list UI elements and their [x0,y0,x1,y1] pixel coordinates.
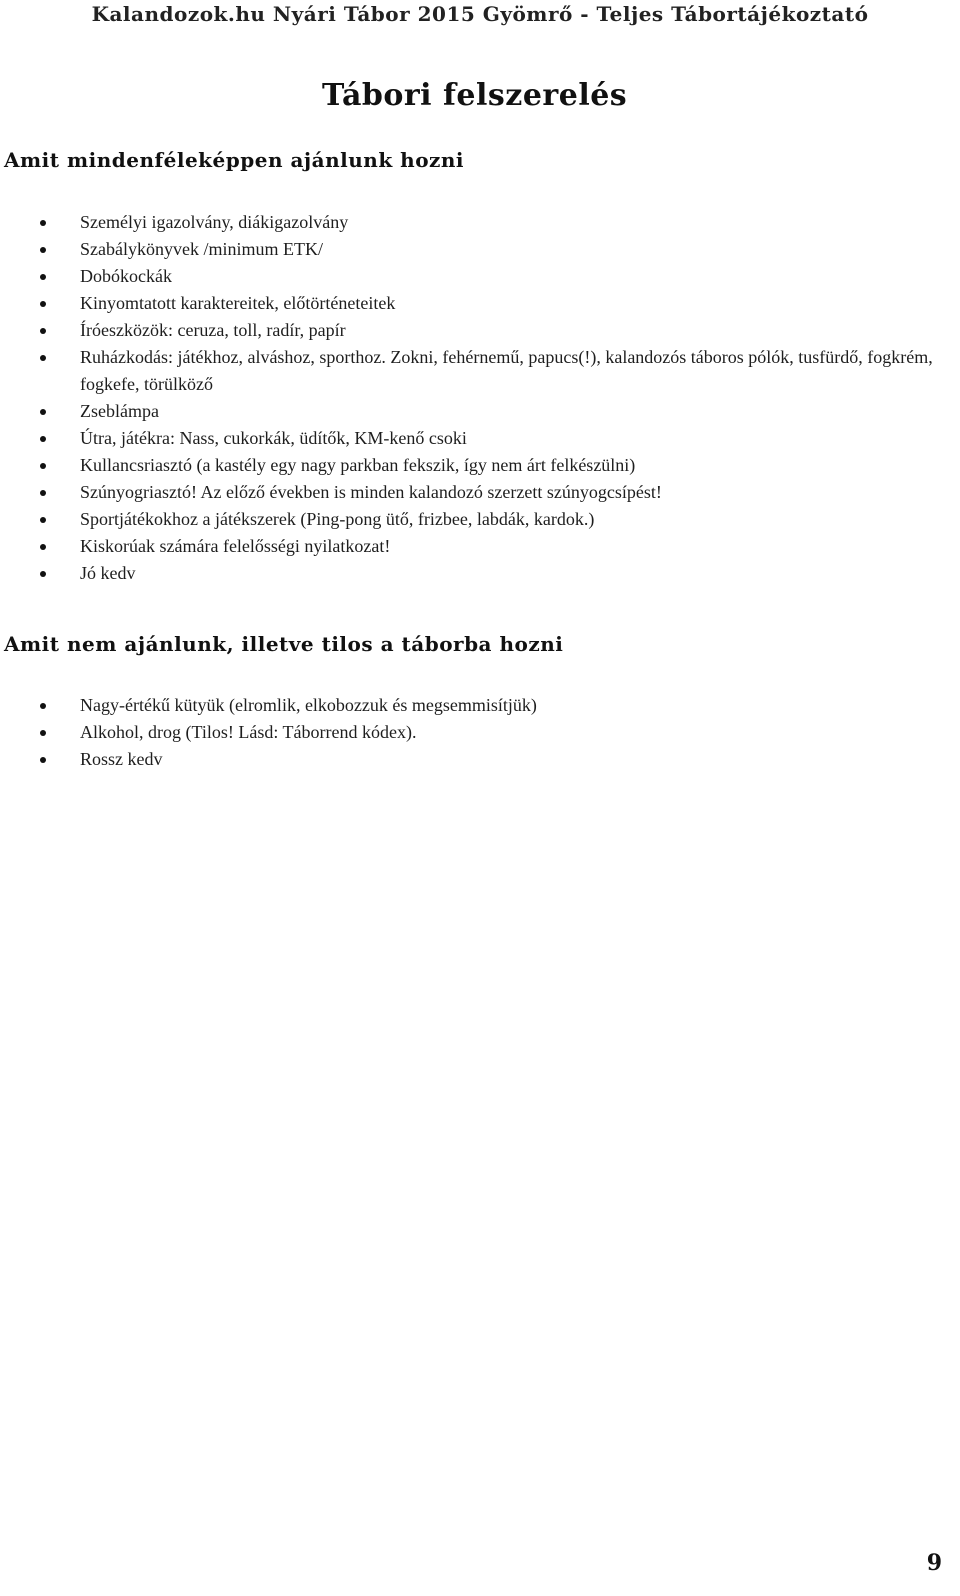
bullet-icon [40,274,46,280]
list-item-text: Rossz kedv [80,749,163,769]
list-item-text: Útra, játékra: Nass, cukorkák, üdítők, KM-kenő csoki [80,428,467,448]
list-item [0,719,960,746]
bullet-icon [40,544,46,550]
list-item [0,344,960,398]
list-item [0,452,960,479]
list-item-text: Ruházkodás: játékhoz, alváshoz, sporthoz. Zokni, fehérnemű, papucs(!), kalandozós táboros pólók, tusfürdő, fogkrém, fogkefe, törülköző [80,347,933,394]
list-item-text: Szúnyogriasztó! Az előző években is minden kalandozó szerzett szúnyogcsípést! [80,482,662,502]
bullet-icon [40,517,46,523]
list-item [0,425,960,452]
list-item-text: Szabálykönyvek /minimum ETK/ [80,239,323,259]
list-item [0,746,960,773]
page-number: 9 [926,1550,942,1576]
recommended-items-list [0,209,960,587]
forbidden-items-list [0,692,960,773]
list-item [0,692,960,719]
bullet-icon [40,355,46,361]
bullet-icon [40,571,46,577]
bullet-icon [40,301,46,307]
list-item-text: Sportjátékokhoz a játékszerek (Ping-pong ütő, frizbee, labdák, kardok.) [80,509,595,529]
list-item-text: Jó kedv [80,563,136,583]
page-title: Tábori felszerelés [322,78,628,113]
bullet-icon [40,463,46,469]
bullet-icon [40,703,46,709]
bullet-icon [40,490,46,496]
bullet-icon [40,436,46,442]
section-heading-forbidden: Amit nem ajánlunk, illetve tilos a táborba hozni [4,632,564,656]
list-item-text: Alkohol, drog (Tilos! Lásd: Táborrend kódex). [80,722,417,742]
list-item [0,209,960,236]
list-item-text: Nagy-értékű kütyük (elromlik, elkobozzuk és megsemmisítjük) [80,695,537,715]
list-item-text: Kinyomtatott karaktereitek, előtörténeteitek [80,293,396,313]
bullet-icon [40,730,46,736]
list-item [0,236,960,263]
running-header: Kalandozok.hu Nyári Tábor 2015 Gyömrő - Teljes Tábortájékoztató [91,2,869,26]
section-heading-recommended: Amit mindenféleképpen ajánlunk hozni [4,148,465,172]
bullet-icon [40,757,46,763]
list-item-text: Dobókockák [80,266,172,286]
bullet-icon [40,247,46,253]
list-item-text: Személyi igazolvány, diákigazolvány [80,212,349,232]
list-item-text: Kiskorúak számára felelősségi nyilatkozat! [80,536,391,556]
bullet-icon [40,409,46,415]
bullet-icon [40,328,46,334]
list-item [0,398,960,425]
list-item-text: Zseblámpa [80,401,159,421]
list-item [0,317,960,344]
list-item [0,290,960,317]
list-item [0,560,960,587]
list-item-text: Íróeszközök: ceruza, toll, radír, papír [80,320,346,340]
list-item-text: Kullancsriasztó (a kastély egy nagy parkban fekszik, így nem árt felkészülni) [80,455,636,475]
bullet-icon [40,220,46,226]
list-item [0,506,960,533]
list-item [0,533,960,560]
list-item [0,263,960,290]
list-item [0,479,960,506]
